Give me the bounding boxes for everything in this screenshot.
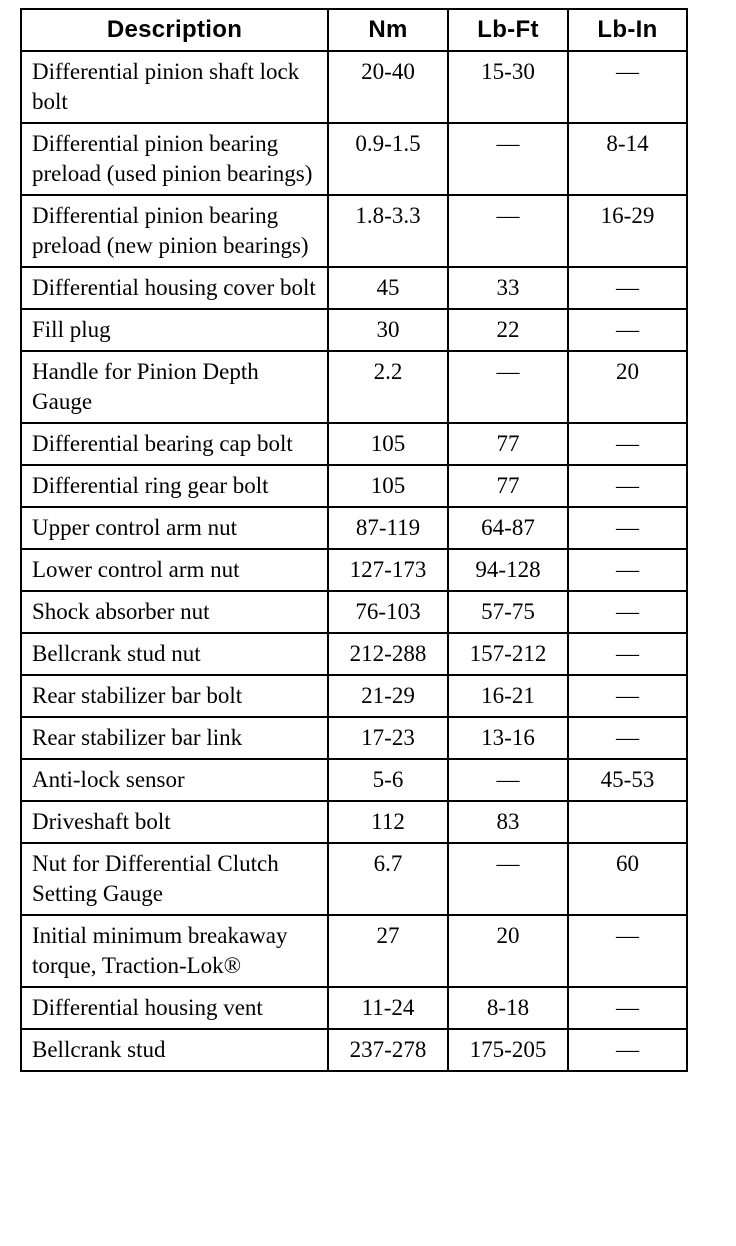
header-lb-in: Lb-In xyxy=(568,9,687,51)
cell-lb-in: 45-53 xyxy=(568,759,687,801)
cell-nm: 237-278 xyxy=(328,1029,448,1071)
cell-nm: 27 xyxy=(328,915,448,987)
table-row xyxy=(21,987,687,1029)
header-row xyxy=(21,9,687,51)
cell-lb-in: — xyxy=(568,267,687,309)
cell-lb-ft: 16-21 xyxy=(448,675,568,717)
cell-lb-ft: 94-128 xyxy=(448,549,568,591)
cell-lb-in: — xyxy=(568,423,687,465)
cell-lb-in: 8-14 xyxy=(568,123,687,195)
table-row xyxy=(21,423,687,465)
cell-lb-ft: — xyxy=(448,195,568,267)
cell-description: Driveshaft bolt xyxy=(21,801,328,843)
cell-lb-in: — xyxy=(568,51,687,123)
cell-lb-in: — xyxy=(568,1029,687,1071)
table-row xyxy=(21,267,687,309)
table-row xyxy=(21,195,687,267)
cell-lb-ft: 33 xyxy=(448,267,568,309)
cell-nm: 6.7 xyxy=(328,843,448,915)
cell-lb-ft: 8-18 xyxy=(448,987,568,1029)
cell-description: Anti-lock sensor xyxy=(21,759,328,801)
cell-description: Upper control arm nut xyxy=(21,507,328,549)
header-lb-ft: Lb-Ft xyxy=(448,9,568,51)
cell-lb-in: 60 xyxy=(568,843,687,915)
cell-description: Fill plug xyxy=(21,309,328,351)
cell-nm: 30 xyxy=(328,309,448,351)
cell-nm: 20-40 xyxy=(328,51,448,123)
table-row xyxy=(21,507,687,549)
cell-description: Rear stabilizer bar bolt xyxy=(21,675,328,717)
cell-lb-in: — xyxy=(568,633,687,675)
cell-nm: 21-29 xyxy=(328,675,448,717)
cell-lb-ft: 22 xyxy=(448,309,568,351)
cell-nm: 87-119 xyxy=(328,507,448,549)
cell-lb-ft: 57-75 xyxy=(448,591,568,633)
table-row xyxy=(21,123,687,195)
table-header xyxy=(21,9,687,51)
cell-nm: 127-173 xyxy=(328,549,448,591)
header-nm: Nm xyxy=(328,9,448,51)
cell-description: Differential housing vent xyxy=(21,987,328,1029)
cell-nm: 105 xyxy=(328,423,448,465)
cell-nm: 105 xyxy=(328,465,448,507)
cell-lb-ft: 20 xyxy=(448,915,568,987)
table-row xyxy=(21,675,687,717)
cell-lb-in: — xyxy=(568,717,687,759)
header-description: Description xyxy=(21,9,328,51)
cell-nm: 1.8-3.3 xyxy=(328,195,448,267)
cell-description: Shock absorber nut xyxy=(21,591,328,633)
cell-lb-ft: 13-16 xyxy=(448,717,568,759)
table-row xyxy=(21,843,687,915)
table-row xyxy=(21,351,687,423)
cell-lb-ft: — xyxy=(448,843,568,915)
cell-nm: 17-23 xyxy=(328,717,448,759)
cell-lb-ft: 157-212 xyxy=(448,633,568,675)
table-row xyxy=(21,591,687,633)
table-row xyxy=(21,549,687,591)
torque-spec-table xyxy=(20,8,688,1072)
cell-lb-ft: 175-205 xyxy=(448,1029,568,1071)
cell-lb-in: — xyxy=(568,675,687,717)
torque-spec-table-container xyxy=(20,8,686,1072)
table-row xyxy=(21,717,687,759)
cell-lb-ft: — xyxy=(448,351,568,423)
cell-lb-in: — xyxy=(568,915,687,987)
cell-description: Differential ring gear bolt xyxy=(21,465,328,507)
table-row xyxy=(21,465,687,507)
cell-nm: 112 xyxy=(328,801,448,843)
cell-description: Initial minimum breakaway torque, Traction-Lok® xyxy=(21,915,328,987)
cell-description: Lower control arm nut xyxy=(21,549,328,591)
cell-nm: 0.9-1.5 xyxy=(328,123,448,195)
cell-description: Differential housing cover bolt xyxy=(21,267,328,309)
cell-lb-ft: 83 xyxy=(448,801,568,843)
cell-lb-ft: 15-30 xyxy=(448,51,568,123)
cell-lb-ft: — xyxy=(448,123,568,195)
cell-description: Differential pinion shaft lock bolt xyxy=(21,51,328,123)
table-row xyxy=(21,309,687,351)
cell-lb-ft: 77 xyxy=(448,465,568,507)
cell-description: Rear stabilizer bar link xyxy=(21,717,328,759)
cell-lb-in xyxy=(568,801,687,843)
cell-nm: 2.2 xyxy=(328,351,448,423)
cell-lb-in: — xyxy=(568,591,687,633)
cell-lb-ft: — xyxy=(448,759,568,801)
cell-lb-in: — xyxy=(568,987,687,1029)
cell-lb-ft: 64-87 xyxy=(448,507,568,549)
cell-lb-in: — xyxy=(568,507,687,549)
table-body xyxy=(21,51,687,1071)
cell-nm: 5-6 xyxy=(328,759,448,801)
table-row xyxy=(21,915,687,987)
cell-description: Differential bearing cap bolt xyxy=(21,423,328,465)
cell-description: Bellcrank stud xyxy=(21,1029,328,1071)
cell-lb-in: — xyxy=(568,549,687,591)
table-row xyxy=(21,51,687,123)
cell-lb-in: 20 xyxy=(568,351,687,423)
cell-lb-ft: 77 xyxy=(448,423,568,465)
cell-description: Differential pinion bearing preload (new pinion bearings) xyxy=(21,195,328,267)
cell-nm: 76-103 xyxy=(328,591,448,633)
cell-description: Nut for Differential Clutch Setting Gauge xyxy=(21,843,328,915)
cell-lb-in: — xyxy=(568,309,687,351)
cell-nm: 212-288 xyxy=(328,633,448,675)
cell-nm: 11-24 xyxy=(328,987,448,1029)
cell-description: Differential pinion bearing preload (used pinion bearings) xyxy=(21,123,328,195)
cell-nm: 45 xyxy=(328,267,448,309)
cell-description: Handle for Pinion Depth Gauge xyxy=(21,351,328,423)
cell-description: Bellcrank stud nut xyxy=(21,633,328,675)
cell-lb-in: 16-29 xyxy=(568,195,687,267)
table-row xyxy=(21,759,687,801)
table-row xyxy=(21,801,687,843)
table-row xyxy=(21,633,687,675)
cell-lb-in: — xyxy=(568,465,687,507)
table-row xyxy=(21,1029,687,1071)
